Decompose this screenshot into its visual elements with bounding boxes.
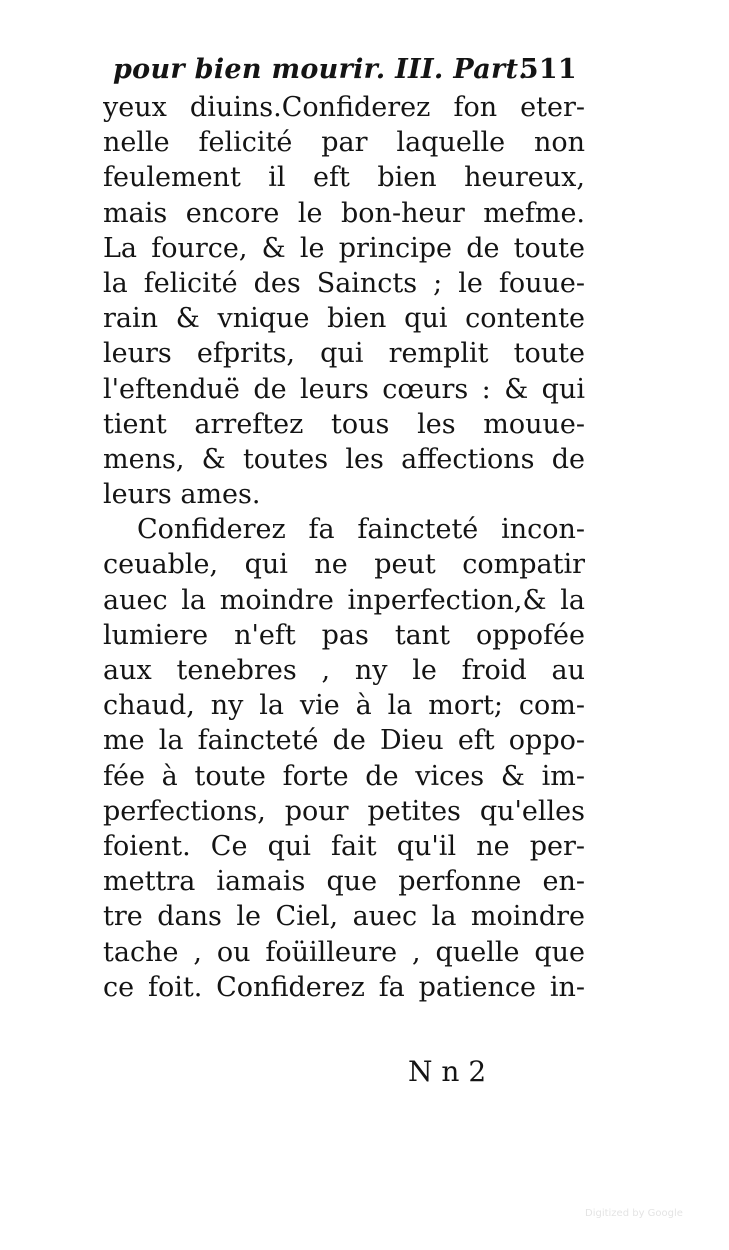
- text-line: fée à toute forte de vices & im-: [103, 760, 585, 792]
- page-number: 511: [519, 54, 577, 85]
- text-line: mens, & toutes les affections de: [103, 443, 585, 475]
- text-line: chaud, ny la vie à la mort; com-: [103, 690, 585, 722]
- signature-mark: N n 2: [408, 1055, 487, 1088]
- running-head-title: pour bien mourir. III. Part.: [113, 54, 528, 85]
- text-line: me la faincteté de Dieu eft oppo-: [103, 725, 585, 757]
- text-line: La fource, & le principe de toute: [103, 232, 585, 264]
- text-line: ceuable, qui ne peut compatir: [103, 549, 585, 581]
- text-block: [103, 50, 585, 1005]
- text-line: nelle felicité par laquelle non: [103, 127, 585, 159]
- text-line: foient. Ce qui fait qu'il ne per-: [103, 830, 585, 862]
- running-head: [103, 50, 585, 90]
- text-line: lumiere n'eft pas tant oppofée: [103, 619, 585, 651]
- text-line: leurs efprits, qui remplit toute: [103, 338, 585, 370]
- text-line: tache , ou foüilleure , quelle que: [103, 936, 585, 968]
- text-line: tre dans le Ciel, auec la moindre: [103, 901, 585, 933]
- text-line-paragraph-start: Confiderez fa faincteté incon-: [137, 514, 585, 546]
- text-line: leurs ames.: [103, 479, 261, 511]
- text-line: l'eftenduë de leurs cœurs : & qui: [103, 373, 585, 405]
- text-line: mettra iamais que perfonne en-: [103, 866, 585, 898]
- text-line: perfections, pour petites qu'elles: [103, 795, 585, 827]
- text-line: la felicité des Saincts ; le fouue-: [103, 267, 585, 299]
- digitization-watermark: Digitized by Google: [585, 1208, 683, 1219]
- text-line: tient arreftez tous les mouue-: [103, 408, 585, 440]
- text-line: feulement il eft bien heureux,: [103, 162, 585, 194]
- text-line: aux tenebres , ny le froid au: [103, 655, 585, 686]
- text-line: rain & vnique bien qui contente: [103, 303, 585, 335]
- text-line: auec la moindre inperfection,& la: [103, 584, 585, 616]
- text-line: mais encore le bon-heur mefme.: [103, 197, 585, 229]
- text-line: ce foit. Confiderez fa patience in-: [103, 971, 585, 1003]
- text-line: yeux diuins.Confiderez fon eter-: [103, 92, 585, 123]
